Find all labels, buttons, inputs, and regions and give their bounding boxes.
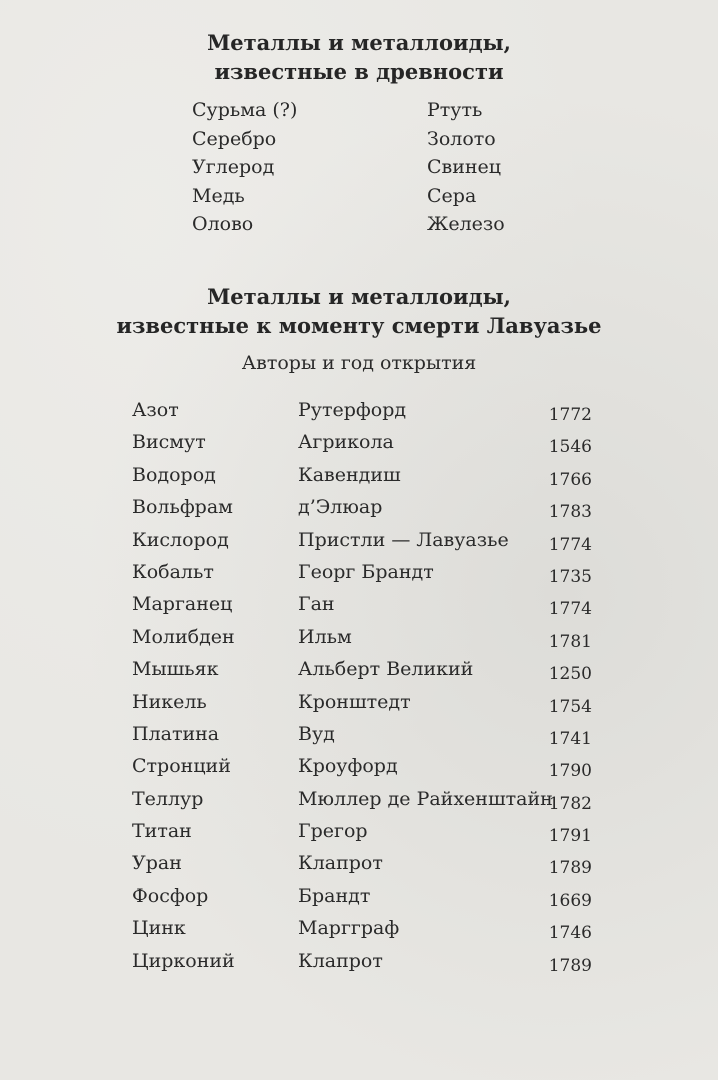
table-row [132,818,592,850]
table-row [132,753,592,785]
discovery-year: 1772 [548,405,592,425]
ancient-element: Сера [427,184,477,207]
discoverer: Вуд [298,722,335,745]
discovery-table [132,397,592,980]
discoverer: Маргграф [298,917,400,940]
ancient-element: Свинец [427,156,502,178]
discovery-year: 1789 [548,858,592,879]
element-name: Кислород [132,528,229,551]
table-row [132,494,592,526]
element-name: Висмут [132,431,206,454]
discovery-year: 1766 [548,469,592,490]
ancient-element: Ртуть [427,99,483,121]
table-row [132,429,592,461]
table-row [132,656,592,688]
lavoisier-title-line-1: Металлы и металлоиды, [207,284,511,309]
element-name: Вольфрам [132,496,233,519]
table-row [132,527,592,559]
discoverer: Кавендиш [298,463,401,486]
element-name: Теллур [132,787,204,810]
discoverer: Клапрот [298,949,383,972]
discovery-year: 1781 [548,631,592,652]
ancient-element: Железо [427,213,505,235]
discovery-year: 1669 [548,890,592,911]
discovery-year: 1791 [548,826,592,847]
element-name: Никель [132,690,207,713]
discovery-year: 1754 [548,696,592,717]
lavoisier-section-title [0,282,718,340]
element-name: Уран [132,852,182,875]
table-row [132,721,592,753]
table-row [132,948,592,980]
element-name: Марганец [132,593,233,616]
discoverer: Кроуфорд [298,755,398,778]
element-name: Цирконий [132,949,235,972]
ancient-element: Олово [192,213,254,235]
discoverer: Альберт Великий [298,658,474,681]
element-name: Титан [132,820,192,843]
table-row [132,850,592,882]
table-row [132,786,592,818]
table-row [132,591,592,623]
discovery-year: 1774 [548,534,592,555]
element-name: Цинк [132,917,186,940]
element-name: Кобальт [132,560,214,583]
ancient-element: Серебро [192,127,277,150]
ancient-element: Углерод [192,156,275,178]
element-name: Молибден [132,625,235,648]
element-name: Стронций [132,755,231,778]
discovery-year: 1735 [548,566,592,587]
discovery-year: 1250 [548,664,592,685]
table-row [132,462,592,494]
discoverer: Брандт [298,884,371,907]
table-row [132,915,592,947]
discoverer: Агрикола [298,431,394,454]
ancient-element: Медь [192,184,245,207]
discoverer: Ган [298,593,335,616]
element-name: Водород [132,463,216,486]
discovery-year: 1790 [548,761,592,782]
ancient-section-title [0,28,718,86]
element-name: Платина [132,722,220,745]
ancient-right-column [427,96,505,239]
table-row [132,624,592,656]
discoverer: Кронштедт [298,690,411,713]
discoverer: Пристли — Лавуазье [298,528,509,551]
discovery-year: 1789 [548,955,592,976]
ancient-title-line-1: Металлы и металлоиды, [207,30,511,55]
discovery-year: 1746 [548,923,592,944]
ancient-title-line-2: известные в древности [214,59,504,84]
discoverer: Мюллер де Райхенштайн [298,787,553,810]
discoverer: д’Элюар [298,496,383,519]
discovery-year: 1783 [548,502,592,523]
ancient-element: Сурьма (?) [192,99,298,121]
ancient-left-column [192,96,297,239]
discoverer: Рутерфорд [298,399,407,421]
discovery-year: 1546 [548,437,592,458]
lavoisier-subtitle: Авторы и год открытия [241,352,477,374]
element-name: Азот [132,399,179,421]
discovery-year: 1741 [548,728,592,749]
discoverer: Грегор [298,820,368,843]
discovery-year: 1774 [548,599,592,620]
table-row [132,397,592,429]
table-row [132,559,592,591]
ancient-element: Золото [427,127,496,150]
element-name: Фосфор [132,884,209,907]
discoverer: Клапрот [298,852,383,875]
lavoisier-title-line-2: известные к моменту смерти Лавуазье [116,313,602,338]
table-row [132,689,592,721]
discovery-year: 1782 [548,793,592,814]
discoverer: Ильм [298,625,352,648]
discoverer: Георг Брандт [298,560,434,583]
element-name: Мышьяк [132,658,219,681]
table-row [132,883,592,915]
